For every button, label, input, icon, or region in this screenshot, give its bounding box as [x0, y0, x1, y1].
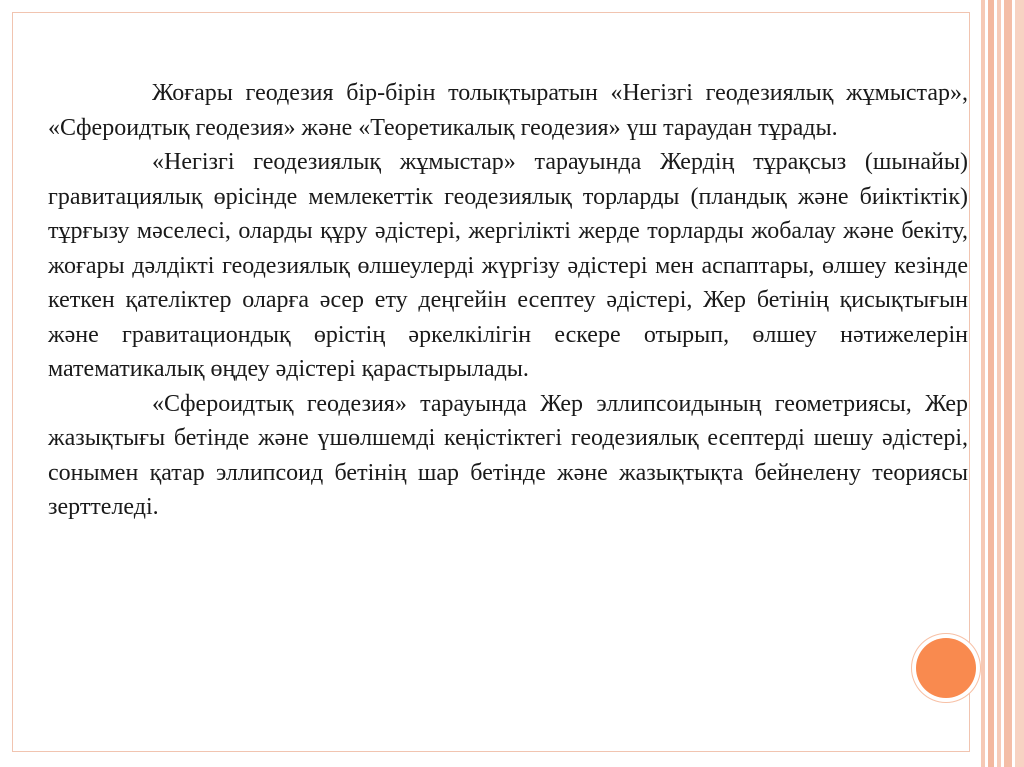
decorative-circle-icon — [916, 638, 976, 698]
border-stripe — [1015, 0, 1024, 767]
border-stripe — [988, 0, 994, 767]
paragraph: «Негізгі геодезиялық жұмыстар» тарауында Жердің тұрақсыз (шынайы) гравитациялық өрісінде мемлекеттік геодезиялық торларды (пландық және биіктіктік) тұрғызу мәселесі, оларды құру әдістері, жергілікті жерде торларды жобалау және бекіту, жоғары дәлдікті геодезиялық өлшеулерді жүргізу әдістері мен аспаптары, өлшеу кезінде кеткен қателіктер оларға әсер ету деңгейін есептеу әдістері, Жер бетінің қисықтығын және гравитациондық өрістің әркелкілігін ескере отырып, өлшеу нәтижелерін математикалық өңдеу әдістері қарастырылады. — [48, 149, 968, 382]
paragraph: «Сфероидтық геодезия» тарауында Жер эллипсоидының геометриясы, Жер жазықтығы бетінде және үшөлшемді кеңістіктегі геодезиялық есептерді шешу әдістері, сонымен қатар эллипсоид бетінің шар бетінде және жазықтықта бейнелену теориясы зерттеледі. — [48, 390, 968, 520]
slide-body-text — [48, 76, 968, 525]
border-stripe — [997, 0, 1001, 767]
border-stripe — [1004, 0, 1012, 767]
paragraph: Жоғары геодезия бір-бірін толықтыратын «Негізгі геодезиялық жұмыстар», «Сфероидтық геодезия» және «Теоретикалық геодезия» үш тараудан тұрады. — [48, 80, 968, 141]
border-stripe — [981, 0, 985, 767]
